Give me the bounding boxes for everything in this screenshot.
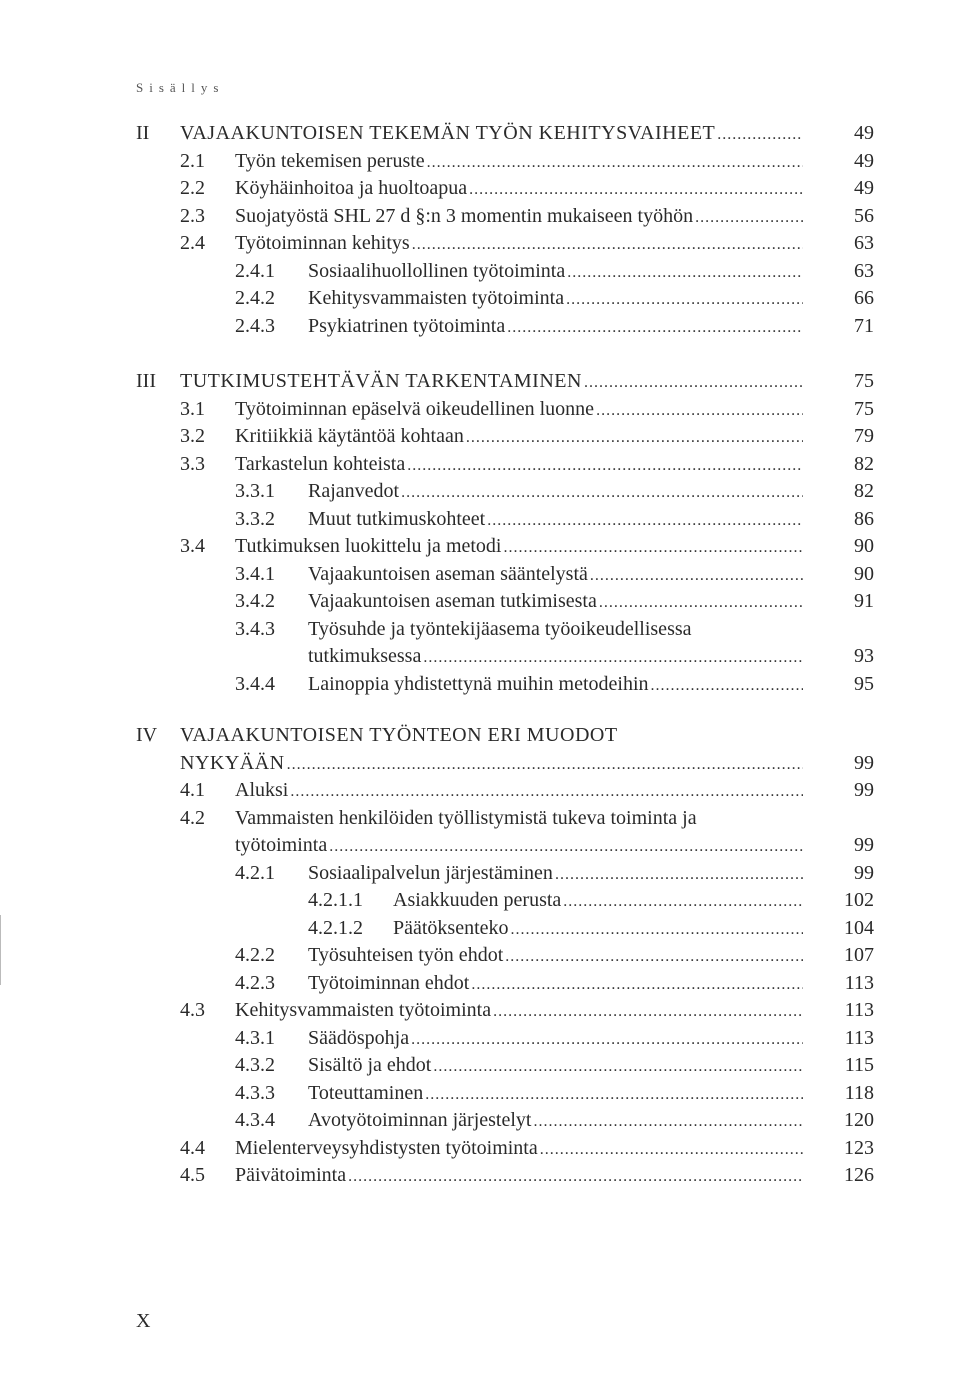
toc-entry-title: Asiakkuuden perusta bbox=[393, 889, 562, 911]
toc-entry[interactable] bbox=[0, 860, 960, 888]
toc-entry[interactable] bbox=[0, 643, 960, 671]
chapter-numeral: III bbox=[136, 370, 156, 392]
toc-entry[interactable] bbox=[0, 506, 960, 534]
toc-entry[interactable] bbox=[0, 148, 960, 176]
toc-page-number: 49 bbox=[854, 122, 874, 144]
toc-entry-title: Vammaisten henkilöiden työllistymistä tukeva toiminta ja bbox=[235, 806, 697, 829]
toc-entry-number: 4.1 bbox=[180, 779, 205, 801]
toc-entry-title: tutkimuksessa bbox=[308, 645, 422, 667]
toc-page-number: 82 bbox=[854, 480, 874, 502]
toc-entry-number: 2.3 bbox=[180, 204, 205, 227]
dot-leader bbox=[511, 916, 803, 944]
toc-page-number: 49 bbox=[854, 177, 874, 199]
dot-leader bbox=[599, 589, 803, 617]
toc-page-number: 115 bbox=[844, 1054, 874, 1076]
toc-entry-title: Sosiaalipalvelun järjestäminen bbox=[308, 861, 553, 884]
dot-leader bbox=[533, 1108, 803, 1136]
dot-leader bbox=[584, 369, 803, 397]
toc-entry[interactable] bbox=[0, 750, 960, 778]
toc-entry[interactable] bbox=[0, 230, 960, 258]
toc-entry[interactable] bbox=[0, 285, 960, 313]
chapter-numeral: II bbox=[136, 122, 150, 144]
toc-entry-number: 3.4.3 bbox=[235, 617, 275, 640]
toc-entry[interactable] bbox=[0, 777, 960, 805]
toc-page-number: 99 bbox=[854, 834, 874, 856]
toc-entry-title: Kehitysvammaisten työtoiminta bbox=[308, 287, 565, 309]
dot-leader bbox=[287, 751, 803, 779]
page-number: X bbox=[136, 1310, 151, 1332]
margin-line bbox=[0, 915, 1, 985]
toc-entry-title: työtoiminta bbox=[235, 834, 328, 856]
toc-entry[interactable] bbox=[0, 671, 960, 699]
dot-leader bbox=[695, 204, 803, 232]
dot-leader bbox=[590, 562, 803, 590]
toc-entry-number: 4.2.2 bbox=[235, 944, 275, 966]
toc-entry-title: NYKYÄÄN bbox=[180, 751, 285, 774]
dot-leader bbox=[329, 833, 803, 861]
toc-entry-title: Suojatyöstä SHL 27 d §:n 3 momentin mukaiseen työhön bbox=[235, 204, 694, 227]
toc-entry-number: 3.4 bbox=[180, 535, 205, 557]
toc-entry-title: Työtoiminnan kehitys bbox=[235, 232, 410, 254]
dot-leader bbox=[412, 231, 803, 259]
toc-entry[interactable] bbox=[0, 423, 960, 451]
toc-entry[interactable] bbox=[0, 478, 960, 506]
toc-entry[interactable] bbox=[0, 1162, 960, 1190]
toc-page-number: 82 bbox=[854, 452, 874, 475]
toc-entry-number: 2.4.1 bbox=[235, 259, 275, 282]
toc-page-number: 95 bbox=[854, 672, 874, 695]
toc-entry-number: 3.3.1 bbox=[235, 480, 275, 502]
toc-entry-number: 2.4 bbox=[180, 232, 205, 254]
toc-page-number: 71 bbox=[854, 314, 874, 337]
toc-entry[interactable] bbox=[0, 1107, 960, 1135]
toc-page-number: 113 bbox=[844, 1026, 874, 1049]
dot-leader bbox=[487, 507, 803, 535]
toc-entry-number: 2.4.3 bbox=[235, 314, 275, 337]
toc-entry-title: Lainoppia yhdistettynä muihin metodeihin bbox=[308, 672, 649, 695]
toc-entry-number: 2.1 bbox=[180, 149, 205, 172]
dot-leader bbox=[471, 971, 803, 999]
dot-leader bbox=[290, 778, 803, 806]
toc-entry-title: Työtoiminnan epäselvä oikeudellinen luonne bbox=[235, 397, 595, 420]
dot-leader bbox=[505, 943, 803, 971]
dot-leader bbox=[493, 998, 803, 1026]
toc-entry-title: Työn tekemisen peruste bbox=[235, 149, 425, 172]
toc-page-number: 90 bbox=[854, 562, 874, 585]
toc-entry-number: 4.2.1.1 bbox=[308, 889, 363, 911]
toc-entry[interactable] bbox=[0, 258, 960, 286]
toc-entry-number: 2.4.2 bbox=[235, 287, 275, 309]
toc-entry[interactable] bbox=[0, 588, 960, 616]
dot-leader bbox=[348, 1163, 803, 1191]
toc-entry[interactable] bbox=[0, 313, 960, 341]
toc-page-number: 63 bbox=[854, 232, 874, 254]
toc-entry-title: Psykiatrinen työtoiminta bbox=[308, 314, 506, 337]
toc-page-number: 126 bbox=[844, 1164, 874, 1186]
toc-entry[interactable] bbox=[0, 832, 960, 860]
dot-leader bbox=[566, 286, 803, 314]
toc-entry[interactable] bbox=[0, 451, 960, 479]
toc-page-number: 91 bbox=[854, 590, 874, 612]
toc-entry-number: 3.3 bbox=[180, 452, 205, 475]
toc-entry[interactable] bbox=[0, 1135, 960, 1163]
toc-entry[interactable] bbox=[0, 942, 960, 970]
toc-entry[interactable] bbox=[0, 396, 960, 424]
dot-leader bbox=[555, 861, 803, 889]
toc-entry[interactable] bbox=[0, 1052, 960, 1080]
dot-leader bbox=[563, 888, 803, 916]
dot-leader bbox=[425, 1081, 803, 1109]
toc-page-number: 99 bbox=[854, 779, 874, 801]
toc-page-number: 90 bbox=[854, 535, 874, 557]
dot-leader bbox=[507, 314, 803, 342]
toc-page-number: 66 bbox=[854, 287, 874, 309]
toc-entry[interactable] bbox=[0, 368, 960, 396]
toc-entry-title: Sosiaalihuollollinen työtoiminta bbox=[308, 259, 566, 282]
toc-page-number: 75 bbox=[854, 397, 874, 420]
dot-leader bbox=[433, 1053, 803, 1081]
toc-entry-title: Kehitysvammaisten työtoiminta bbox=[235, 999, 492, 1021]
toc-page-number: 63 bbox=[854, 259, 874, 282]
toc-entry-title: Avotyötoiminnan järjestelyt bbox=[308, 1109, 532, 1131]
toc-entry-number: 4.2.1 bbox=[235, 861, 275, 884]
toc-entry-title: Tutkimuksen luokittelu ja metodi bbox=[235, 535, 502, 557]
toc-entry[interactable] bbox=[0, 915, 960, 943]
toc-entry-number: 4.2 bbox=[180, 806, 205, 829]
toc-entry-number: 3.4.2 bbox=[235, 590, 275, 612]
toc-entry-title: Köyhäinhoitoa ja huoltoapua bbox=[235, 177, 468, 199]
toc-entry-title: Kritiikkiä käytäntöä kohtaan bbox=[235, 425, 464, 447]
dot-leader bbox=[423, 644, 803, 672]
toc-entry[interactable] bbox=[0, 722, 960, 750]
toc-entry-title: Vajaakuntoisen aseman tutkimisesta bbox=[308, 590, 597, 612]
toc-page-number: 118 bbox=[844, 1081, 874, 1104]
toc-entry-title: Päivätoiminta bbox=[235, 1164, 347, 1186]
toc-entry-number: 3.4.1 bbox=[235, 562, 275, 585]
chapter-numeral: IV bbox=[136, 724, 158, 746]
toc-entry-title: Rajanvedot bbox=[308, 480, 400, 502]
toc-entry-title: Päätöksenteko bbox=[393, 916, 509, 939]
toc-page-number: 99 bbox=[854, 861, 874, 884]
toc-page-number: 120 bbox=[844, 1109, 874, 1131]
dot-leader bbox=[407, 452, 803, 480]
toc-entry[interactable] bbox=[0, 561, 960, 589]
toc-page-number: 113 bbox=[844, 999, 874, 1021]
toc-entry-title: Työsuhde ja työntekijäasema työoikeudellisessa bbox=[308, 617, 692, 640]
toc-page-number: 99 bbox=[854, 751, 874, 774]
toc-entry[interactable] bbox=[0, 1080, 960, 1108]
toc-entry-number: 3.4.4 bbox=[235, 672, 275, 695]
dot-leader bbox=[466, 424, 803, 452]
toc-page-number: 49 bbox=[854, 149, 874, 172]
toc-entry-number: 4.3.1 bbox=[235, 1026, 275, 1049]
dot-leader bbox=[427, 149, 803, 177]
toc-page-number: 93 bbox=[854, 645, 874, 667]
toc-entry-title: Säädöspohja bbox=[308, 1026, 410, 1049]
toc-entry-number: 3.2 bbox=[180, 425, 205, 447]
toc-entry[interactable] bbox=[0, 997, 960, 1025]
toc-entry-number: 3.1 bbox=[180, 397, 205, 420]
toc-page-number: 104 bbox=[844, 916, 874, 939]
toc-entry-title: Muut tutkimuskohteet bbox=[308, 507, 486, 530]
toc-entry-number: 3.3.2 bbox=[235, 507, 275, 530]
toc-entry-title: Mielenterveysyhdistysten työtoiminta bbox=[235, 1136, 538, 1159]
toc-entry[interactable] bbox=[0, 805, 960, 833]
toc-entry-title: Sisältö ja ehdot bbox=[308, 1054, 432, 1076]
toc-entry[interactable] bbox=[0, 887, 960, 915]
toc-entry-number: 4.5 bbox=[180, 1164, 205, 1186]
toc-entry[interactable] bbox=[0, 175, 960, 203]
toc-entry-number: 4.3.4 bbox=[235, 1109, 275, 1131]
toc-entry-number: 4.2.1.2 bbox=[308, 916, 363, 939]
toc-entry-title: VAJAAKUNTOISEN TYÖNTEON ERI MUODOT bbox=[180, 724, 618, 746]
toc-page-number: 75 bbox=[854, 370, 874, 392]
toc-entry-title: Työsuhteisen työn ehdot bbox=[308, 944, 504, 966]
toc-entry-title: Tarkastelun kohteista bbox=[235, 452, 406, 475]
toc-page-number: 113 bbox=[844, 971, 874, 994]
toc-entry-number: 4.2.3 bbox=[235, 971, 275, 994]
toc-page-number: 56 bbox=[854, 204, 874, 227]
dot-leader bbox=[411, 1026, 803, 1054]
toc-entry[interactable] bbox=[0, 533, 960, 561]
toc-page-number: 79 bbox=[854, 425, 874, 447]
toc-entry-title: Aluksi bbox=[235, 779, 289, 801]
dot-leader bbox=[717, 121, 803, 149]
dot-leader bbox=[469, 176, 803, 204]
dot-leader bbox=[651, 672, 804, 700]
toc-entry[interactable] bbox=[0, 970, 960, 998]
toc-entry[interactable] bbox=[0, 120, 960, 148]
toc-entry[interactable] bbox=[0, 1025, 960, 1053]
toc-entry-number: 2.2 bbox=[180, 177, 205, 199]
running-header: Sisällys bbox=[136, 80, 225, 95]
dot-leader bbox=[567, 259, 803, 287]
dot-leader bbox=[401, 479, 803, 507]
toc-entry[interactable] bbox=[0, 616, 960, 644]
dot-leader bbox=[503, 534, 803, 562]
toc-entry-title: VAJAAKUNTOISEN TEKEMÄN TYÖN KEHITYSVAIHEET bbox=[180, 122, 716, 144]
toc-entry-number: 4.3 bbox=[180, 999, 205, 1021]
toc-page-number: 102 bbox=[844, 889, 874, 911]
toc-page-number: 86 bbox=[854, 507, 874, 530]
dot-leader bbox=[596, 397, 803, 425]
toc-entry-title: Toteuttaminen bbox=[308, 1081, 424, 1104]
dot-leader bbox=[540, 1136, 803, 1164]
toc-entry-title: Vajaakuntoisen aseman sääntelystä bbox=[308, 562, 588, 585]
toc-entry[interactable] bbox=[0, 203, 960, 231]
toc-entry-number: 4.4 bbox=[180, 1136, 205, 1159]
toc-page-number: 123 bbox=[844, 1136, 874, 1159]
toc-page-number: 107 bbox=[844, 944, 874, 966]
toc-entry-number: 4.3.2 bbox=[235, 1054, 275, 1076]
toc-entry-number: 4.3.3 bbox=[235, 1081, 275, 1104]
toc-entry-title: TUTKIMUSTEHTÄVÄN TARKENTAMINEN bbox=[180, 370, 582, 392]
toc-entry-title: Työtoiminnan ehdot bbox=[308, 971, 470, 994]
